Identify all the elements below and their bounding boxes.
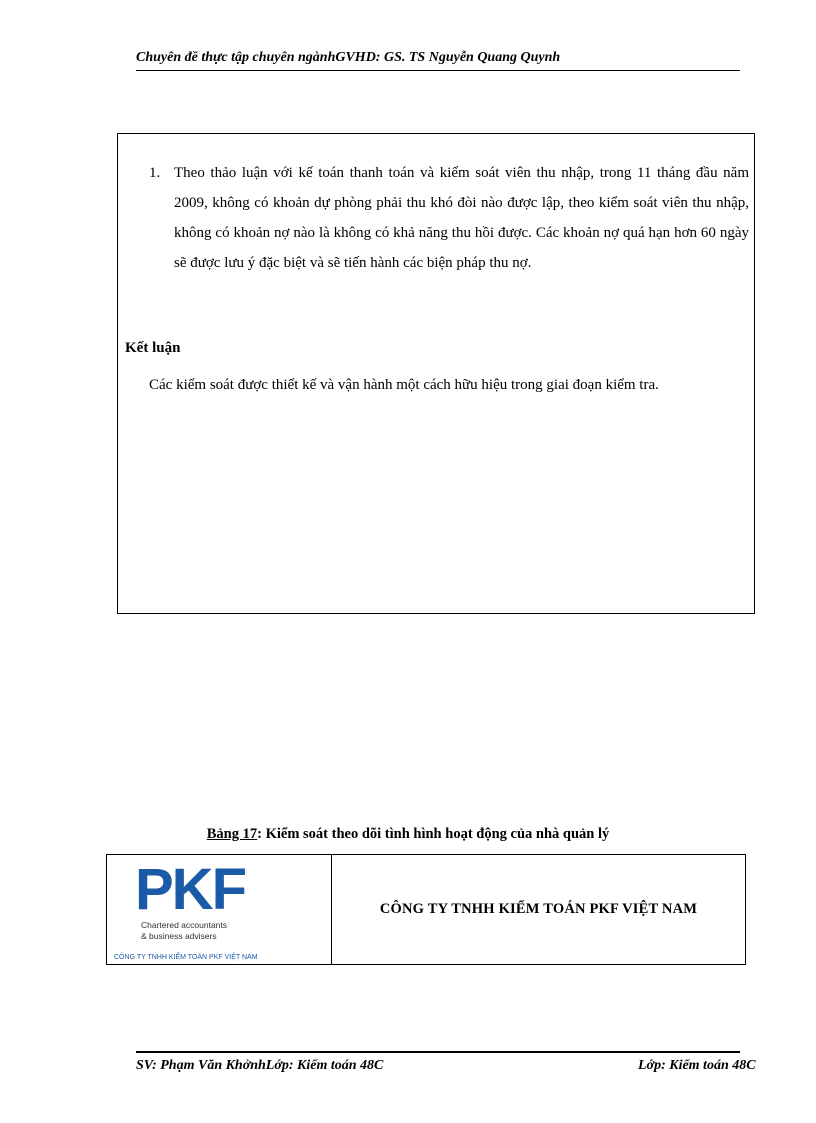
footer-student: SV: Phạm Văn KhởnhLớp: Kiểm toán 48C (136, 1058, 384, 1073)
svg-text:& business advisers: & business advisers (141, 931, 217, 941)
svg-text:CÔNG TY TNHH KIỂM TOÁN PKF VIỆ: CÔNG TY TNHH KIỂM TOÁN PKF VIỆT NAM (114, 954, 258, 961)
logo-cell (107, 855, 332, 964)
footer-class: Lớp: Kiểm toán 48C (638, 1058, 756, 1073)
table-caption-text: : Kiểm soát theo dõi tình hình hoạt động của nhà quản lý (257, 826, 610, 842)
table-caption-label: Bảng 17 (206, 826, 258, 842)
page-header (136, 50, 740, 71)
conclusion-heading: Kết luận (125, 340, 181, 356)
table-caption (0, 826, 816, 843)
svg-text:Chartered accountants: Chartered accountants (141, 920, 227, 930)
content-box (117, 133, 755, 614)
company-table (106, 854, 746, 965)
list-item-text: Theo thảo luận với kế toán thanh toán và kiểm soát viên thu nhập, trong 11 tháng đầu năm 2009, không có khoản dự phòng phải thu khó đòi nào được lập, theo kiểm soát viên thu nhập, không có khoản nợ nào là không có khả năng thu hồi được. Các khoản nợ quá hạn hơn 60 ngày sẽ được lưu ý đặc biệt và sẽ tiến hành các biện pháp thu nợ. (174, 165, 749, 271)
header-text: Chuyên đề thực tập chuyên ngànhGVHD: GS. TS Nguyễn Quang Quynh (136, 50, 561, 65)
pkf-logo (113, 857, 329, 962)
company-name: CÔNG TY TNHH KIỂM TOÁN PKF VIỆT NAM (379, 901, 698, 917)
list-item (149, 158, 749, 278)
svg-text:PKF: PKF (135, 857, 245, 922)
conclusion-text: Các kiểm soát được thiết kế và vận hành một cách hữu hiệu trong giai đoạn kiểm tra. (149, 377, 659, 393)
footer-divider (136, 1051, 740, 1053)
list-item-number: 1. (149, 165, 161, 181)
